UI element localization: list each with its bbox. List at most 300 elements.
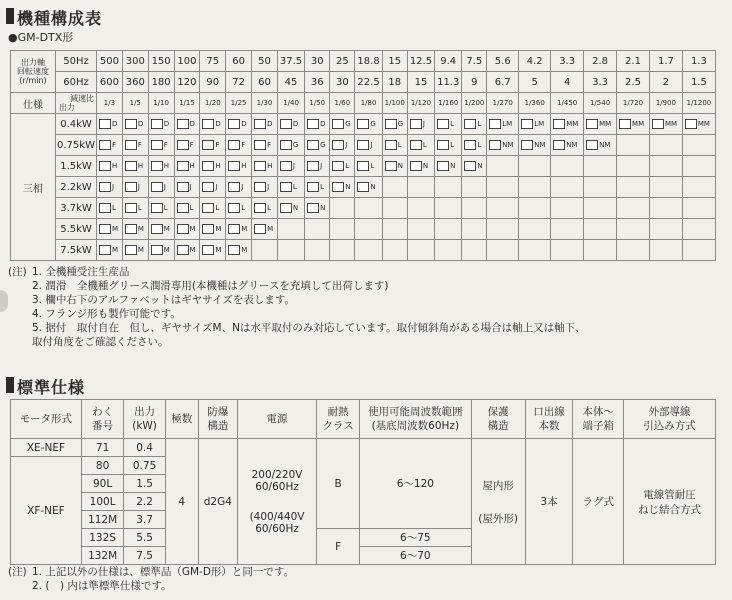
checkbox-icon	[202, 245, 214, 255]
ratio-value: 1/50	[305, 93, 330, 114]
insulation-class-b: B	[317, 439, 360, 529]
gear-cell	[519, 135, 551, 156]
checkbox-icon	[228, 245, 240, 255]
gear-size: M	[267, 225, 274, 233]
speed-50hz-value: 2.8	[584, 51, 617, 72]
frame-number: 71	[81, 439, 123, 457]
power-supply	[237, 439, 316, 565]
spec-header-line: 端子箱	[582, 420, 614, 432]
gear-cell	[382, 177, 407, 198]
speed-60hz-value: 6.7	[487, 72, 519, 93]
gear-cell	[330, 114, 355, 135]
note-item: 取付角度をご確認ください。	[32, 336, 169, 348]
gear-size: J	[320, 162, 323, 170]
output-kw: 7.5kW	[56, 240, 97, 261]
checkbox-icon	[99, 119, 111, 129]
checkbox-icon	[280, 119, 292, 129]
spec-header-line: 防爆	[207, 406, 229, 418]
frame-number: 80	[81, 457, 123, 475]
gear-cell	[226, 219, 252, 240]
speed-50hz-value: 1.3	[682, 51, 715, 72]
checkbox-icon	[177, 161, 189, 171]
gear-cell	[355, 135, 382, 156]
spec-header-line: 本数	[538, 420, 560, 432]
gear-cell	[462, 240, 487, 261]
output-kw: 0.4kW	[56, 114, 97, 135]
gear-size: NM	[502, 141, 514, 149]
ratio-value: 1/5	[122, 93, 148, 114]
gear-size: H	[189, 162, 195, 170]
gear-size: F	[137, 141, 142, 149]
gear-size: J	[137, 183, 140, 191]
gear-cell	[226, 240, 252, 261]
gear-cell	[122, 219, 148, 240]
gear-cell	[435, 135, 462, 156]
checkbox-icon	[685, 119, 697, 129]
section-title-standard-spec: 標準仕様	[17, 378, 86, 397]
checkbox-icon	[254, 224, 266, 234]
gear-cell	[584, 240, 617, 261]
checkbox-icon	[254, 203, 266, 213]
gear-cell	[226, 114, 252, 135]
checkbox-icon	[177, 203, 189, 213]
gear-size: LM	[534, 120, 545, 128]
gear-cell	[226, 135, 252, 156]
table-row	[11, 114, 716, 135]
gear-cell	[174, 177, 200, 198]
spec-header-cell	[624, 400, 716, 439]
gear-cell	[649, 219, 682, 240]
gear-cell	[148, 114, 174, 135]
spec-header-cell	[81, 400, 123, 439]
frame-number: 90L	[81, 475, 123, 493]
gear-size: M	[215, 225, 222, 233]
checkbox-icon	[464, 119, 476, 129]
gear-size: L	[477, 120, 482, 128]
ratio-value: 1/540	[584, 93, 617, 114]
protection-line: 屋内形	[482, 479, 514, 492]
speed-header	[11, 51, 56, 93]
checkbox-icon	[254, 161, 266, 171]
gear-size: G	[292, 141, 299, 149]
checkbox-icon	[151, 224, 163, 234]
poles: 4	[165, 439, 198, 565]
output-kw: 3.7	[124, 511, 165, 529]
phase-label: 三相	[11, 114, 56, 261]
ratio-value: 1/25	[226, 93, 252, 114]
gear-cell	[252, 198, 278, 219]
ratio-value: 1/10	[148, 93, 174, 114]
gear-cell	[97, 135, 123, 156]
gear-size: MM	[566, 120, 579, 128]
speed-row-60hz	[11, 72, 716, 93]
checkbox-icon	[357, 161, 369, 171]
lead-in-method	[624, 439, 716, 565]
gear-cell	[382, 156, 407, 177]
gear-cell	[551, 198, 584, 219]
gear-cell	[519, 177, 551, 198]
gear-cell	[305, 156, 330, 177]
reduction-output-diag	[56, 93, 97, 114]
speed-50hz-value: 500	[97, 51, 123, 72]
checkbox-icon	[254, 182, 266, 192]
gear-cell	[200, 240, 226, 261]
output-kw: 5.5	[124, 529, 165, 547]
lead-in-line: ねじ結合方式	[638, 503, 702, 516]
gear-cell	[487, 156, 519, 177]
gear-cell	[382, 114, 407, 135]
ratio-row	[11, 93, 716, 114]
gear-cell	[487, 135, 519, 156]
checkbox-icon	[464, 161, 476, 171]
gear-cell	[519, 114, 551, 135]
gear-cell	[252, 135, 278, 156]
gear-cell	[487, 240, 519, 261]
gear-cell	[584, 156, 617, 177]
gear-size: H	[112, 162, 118, 170]
gear-cell	[435, 240, 462, 261]
gear-size: F	[267, 141, 272, 149]
gear-cell	[435, 219, 462, 240]
insulation-class-f: F	[317, 529, 360, 565]
section-marker	[6, 8, 14, 24]
hz60-label: 60Hz	[56, 72, 97, 93]
gear-size: L	[345, 162, 350, 170]
gear-size: M	[241, 246, 248, 254]
gear-cell	[252, 240, 278, 261]
gear-cell	[435, 177, 462, 198]
checkbox-icon	[619, 119, 631, 129]
checkbox-icon	[228, 161, 240, 171]
checkbox-icon	[125, 245, 137, 255]
spec-header-cell	[11, 400, 82, 439]
speed-60hz-value: 36	[305, 72, 330, 93]
ratio-value: 1/40	[277, 93, 304, 114]
checkbox-icon	[280, 161, 292, 171]
note-item: 1. 上記以外の仕様は、標準品（GM-D形）と同一です。	[32, 566, 295, 578]
gear-cell	[682, 114, 715, 135]
gear-cell	[551, 156, 584, 177]
table-row	[11, 135, 716, 156]
gear-size: L	[292, 183, 297, 191]
checkbox-icon	[553, 119, 565, 129]
gear-cell	[277, 156, 304, 177]
speed-50hz-value: 100	[174, 51, 200, 72]
gear-size: G	[345, 120, 351, 128]
gear-cell	[682, 177, 715, 198]
checkbox-icon	[202, 182, 214, 192]
checkbox-icon	[228, 140, 240, 150]
gear-cell	[330, 198, 355, 219]
gear-size: M	[163, 246, 170, 254]
output-kw: 1.5	[124, 475, 165, 493]
gear-size: F	[112, 141, 117, 149]
spec-header-cell	[360, 400, 471, 439]
checkbox-icon	[280, 140, 292, 150]
speed-60hz-value: 600	[97, 72, 123, 93]
speed-60hz-value: 18	[382, 72, 407, 93]
checkbox-icon	[177, 119, 189, 129]
gear-size: M	[189, 246, 196, 254]
section-title-model-table: 機種構成表	[17, 9, 103, 28]
gear-cell	[487, 114, 519, 135]
gear-cell	[200, 198, 226, 219]
gear-cell	[330, 135, 355, 156]
checkbox-icon	[125, 161, 137, 171]
speed-50hz-value: 5.6	[487, 51, 519, 72]
speed-50hz-value: 37.5	[277, 51, 304, 72]
speed-60hz-value: 15	[407, 72, 434, 93]
gear-cell	[462, 177, 487, 198]
table-row	[11, 219, 716, 240]
checkbox-icon	[437, 119, 449, 129]
gear-size: L	[450, 120, 454, 128]
checkbox-icon	[151, 245, 163, 255]
gear-size: F	[241, 141, 246, 149]
gear-size: D	[163, 120, 170, 128]
spec-header-cell	[573, 400, 624, 439]
note-item: 2. 潤滑 全機種グリース潤滑専用(本機種はグリースを充填して出荷します)	[32, 280, 389, 292]
gear-cell	[617, 156, 650, 177]
gear-cell	[617, 135, 650, 156]
frequency-range: 6～75	[360, 529, 471, 547]
spec-header-line: 構造	[487, 420, 509, 432]
model-configuration-table	[10, 50, 716, 261]
frame-number: 100L	[81, 493, 123, 511]
speed-60hz-value: 30	[330, 72, 355, 93]
gear-cell	[305, 177, 330, 198]
gear-cell	[551, 219, 584, 240]
gear-size: M	[189, 225, 196, 233]
table-row	[11, 156, 716, 177]
gear-cell	[277, 135, 304, 156]
output-kw: 0.75kW	[56, 135, 97, 156]
gear-cell	[122, 156, 148, 177]
speed-60hz-value: 11.3	[435, 72, 462, 93]
gear-cell	[122, 240, 148, 261]
gear-cell	[462, 156, 487, 177]
gear-cell	[584, 177, 617, 198]
gear-size: H	[241, 162, 247, 170]
checkbox-icon	[280, 203, 292, 213]
speed-60hz-value: 360	[122, 72, 148, 93]
checkbox-icon	[652, 119, 664, 129]
gear-size: D	[112, 120, 118, 128]
gear-cell	[462, 114, 487, 135]
gear-size: J	[215, 183, 218, 191]
gear-cell	[551, 114, 584, 135]
gear-cell	[200, 177, 226, 198]
gear-size: M	[215, 246, 222, 254]
frequency-range: 6～70	[360, 547, 471, 565]
gear-size: MM	[632, 120, 645, 128]
gear-cell	[277, 177, 304, 198]
gear-cell	[649, 156, 682, 177]
gear-size: J	[189, 183, 192, 191]
gear-size: MM	[664, 120, 678, 128]
binder-hole	[0, 290, 8, 312]
checkbox-icon	[99, 182, 111, 192]
gear-cell	[584, 198, 617, 219]
gear-cell	[148, 135, 174, 156]
checkbox-icon	[307, 140, 319, 150]
speed-50hz-value: 30	[305, 51, 330, 72]
speed-50hz-value: 60	[226, 51, 252, 72]
gear-cell	[174, 219, 200, 240]
checkbox-icon	[125, 119, 137, 129]
output-kw: 0.4	[124, 439, 165, 457]
gear-cell	[407, 135, 434, 156]
output-kw: 3.7kW	[56, 198, 97, 219]
notes-label: (注)	[8, 566, 27, 578]
gear-cell	[649, 198, 682, 219]
gear-cell	[382, 135, 407, 156]
checkbox-icon	[280, 182, 292, 192]
speed-60hz-value: 3.3	[584, 72, 617, 93]
gear-cell	[355, 177, 382, 198]
model-subtitle: ●GM-DTX形	[8, 31, 74, 44]
gear-size: L	[163, 204, 168, 212]
gear-cell	[355, 240, 382, 261]
gear-cell	[584, 219, 617, 240]
gear-size: D	[267, 120, 273, 128]
output-kw: 5.5kW	[56, 219, 97, 240]
gear-size: M	[137, 225, 144, 233]
gear-size: D	[241, 120, 247, 128]
checkbox-icon	[228, 224, 240, 234]
power-line: 200/220V	[251, 468, 303, 481]
ratio-value: 1/15	[174, 93, 200, 114]
ratio-value: 1/360	[519, 93, 551, 114]
lead-count: 3本	[525, 439, 573, 565]
frequency-range: 6～120	[360, 439, 471, 529]
gear-size: F	[215, 141, 220, 149]
checkbox-icon	[228, 182, 240, 192]
gear-cell	[382, 240, 407, 261]
gear-size: M	[241, 225, 248, 233]
gear-size: M	[137, 246, 144, 254]
gear-cell	[174, 198, 200, 219]
checkbox-icon	[307, 203, 319, 213]
gear-cell	[551, 240, 584, 261]
speed-60hz-value: 1.5	[682, 72, 715, 93]
ratio-value: 1/1200	[682, 93, 715, 114]
speed-50hz-value: 18.8	[355, 51, 382, 72]
frame-number: 132M	[81, 547, 123, 565]
gear-cell	[200, 114, 226, 135]
spec-label: 仕様	[11, 93, 56, 114]
gear-size: J	[267, 183, 270, 191]
gear-cell	[252, 114, 278, 135]
table-row	[11, 439, 716, 457]
checkbox-icon	[125, 203, 137, 213]
spec-header-line: 電源	[266, 413, 288, 425]
gear-cell	[407, 240, 434, 261]
speed-header-line: 出力軸	[21, 58, 45, 67]
output-kw: 2.2kW	[56, 177, 97, 198]
gear-cell	[174, 240, 200, 261]
checkbox-icon	[521, 140, 533, 150]
gear-size: N	[370, 183, 376, 191]
spec-header-cell	[471, 400, 525, 439]
checkbox-icon	[385, 161, 397, 171]
gear-size: LM	[502, 120, 513, 128]
gear-cell	[252, 156, 278, 177]
gear-cell	[519, 198, 551, 219]
gear-cell	[649, 114, 682, 135]
gear-size: L	[215, 204, 220, 212]
explosion-proof: d2G4	[198, 439, 237, 565]
gear-size: N	[450, 162, 456, 170]
gear-size: L	[320, 183, 325, 191]
speed-50hz-value: 7.5	[462, 51, 487, 72]
gear-cell	[617, 114, 650, 135]
gear-size: L	[189, 204, 194, 212]
gear-cell	[435, 198, 462, 219]
speed-50hz-value: 1.7	[649, 51, 682, 72]
gear-cell	[519, 219, 551, 240]
gear-cell	[617, 219, 650, 240]
gear-cell	[277, 198, 304, 219]
speed-60hz-value: 72	[226, 72, 252, 93]
gear-size: NM	[599, 141, 611, 149]
gear-cell	[122, 135, 148, 156]
gear-size: M	[163, 225, 170, 233]
checkbox-icon	[254, 140, 266, 150]
ratio-value: 1/900	[649, 93, 682, 114]
speed-50hz-value: 2.1	[617, 51, 650, 72]
checkbox-icon	[177, 140, 189, 150]
gear-cell	[200, 156, 226, 177]
gear-size: L	[370, 162, 375, 170]
gear-size: H	[163, 162, 169, 170]
table-row	[11, 177, 716, 198]
note-item: 5. 据付 取付自在 但し、ギヤサイズM、Nは水平取付のみ対応しています。取付傾斜角がある場合は軸上又は軸下、	[32, 322, 586, 334]
checkbox-icon	[410, 161, 422, 171]
output-kw: 7.5	[124, 547, 165, 565]
gear-size: G	[370, 120, 376, 128]
ratio-value: 1/200	[462, 93, 487, 114]
gear-cell	[462, 135, 487, 156]
gear-cell	[277, 114, 304, 135]
speed-50hz-value: 12.5	[407, 51, 434, 72]
gear-cell	[435, 156, 462, 177]
spec-header-row	[11, 400, 716, 439]
speed-60hz-value: 2.5	[617, 72, 650, 93]
gear-cell	[330, 177, 355, 198]
checkbox-icon	[151, 161, 163, 171]
checkbox-icon	[464, 140, 476, 150]
gear-cell	[682, 198, 715, 219]
gear-size: N	[477, 162, 483, 170]
gear-size: M	[112, 246, 119, 254]
gear-size: N	[320, 204, 326, 212]
gear-cell	[174, 156, 200, 177]
spec-header-line: 使用可能周波数範囲	[368, 406, 463, 418]
gear-cell	[277, 240, 304, 261]
gear-cell	[226, 177, 252, 198]
gear-cell	[617, 198, 650, 219]
checkbox-icon	[307, 182, 319, 192]
gear-cell	[435, 114, 462, 135]
gear-cell	[682, 219, 715, 240]
speed-60hz-value: 22.5	[355, 72, 382, 93]
checkbox-icon	[202, 203, 214, 213]
speed-60hz-value: 4	[551, 72, 584, 93]
gear-size: D	[215, 120, 221, 128]
checkbox-icon	[332, 119, 344, 129]
output-kw: 2.2	[124, 493, 165, 511]
